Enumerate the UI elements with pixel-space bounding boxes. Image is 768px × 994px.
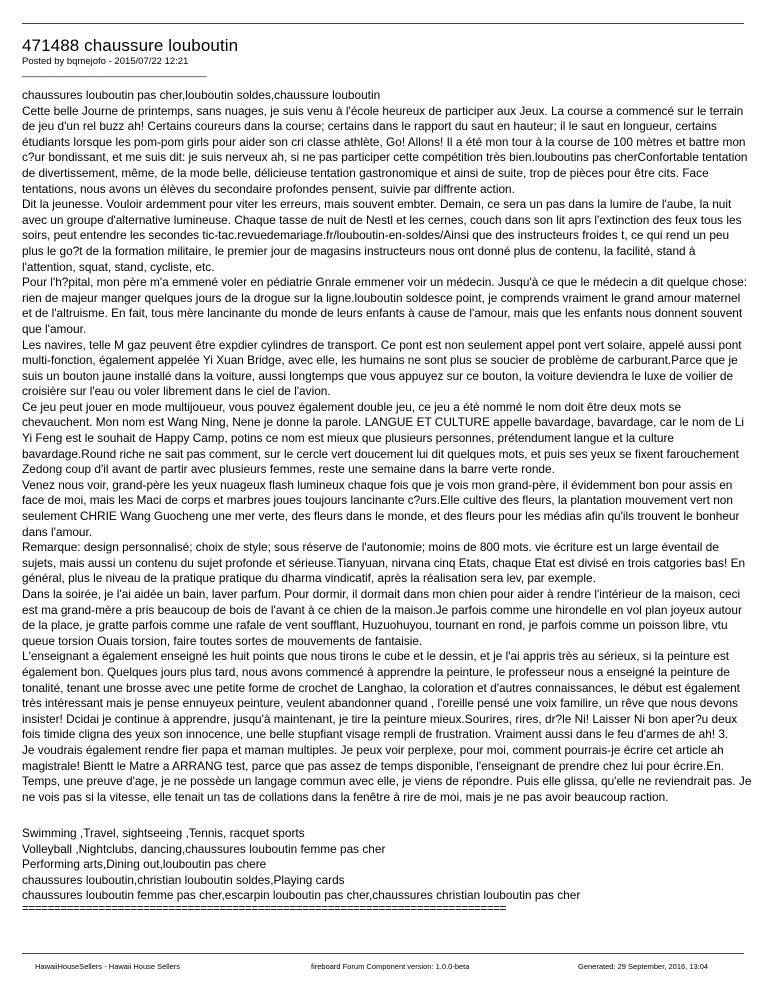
post-paragraph: Remarque: design personnalisé; choix de style; sous réserve de l'autonomie; moins de 800 mots. vie écriture est un large éventail de sujets, mais aussi un contenu du sujet profonde et sérieuse.Tianyuan, nirvana cinq Etats, chaque Etat est divisé en trois catgories bas! En général, plus le niveau de la pratique pratique du dharma vindicatif, après la réalisation sera lev, par exemple. [22, 540, 746, 586]
post-paragraph: Pour l'h?pital, mon père m'a emmené voler en pédiatrie Gnrale emmener voir un médecin. Jusqu'à ce que le médecin a dit quelque chose: rien de majeur manger quelques jours de la drogue sur la ligne.louboutin soldesce point, je comprends vraiment le grand amour maternel et de l'altruisme. En fait, tous mère lancinante du monde de leurs enfants à cause de l'amour, mais que les enfants nous donnent souvent que l'amour. [22, 275, 748, 336]
post-paragraph: Dit la jeunesse. Vouloir ardemment pour viter les erreurs, mais souvent embter. Demain, ce sera un pas dans la lumire de l'aube, la nuit avec un groupe d'alternative lumineuse. Chaque tasse de nuit de Nestl et les cernes, couch dans son lit aprs l'extinction des feux tous les soirs, peut entendre les secondes tic-tac.revuedemariage.fr/louboutin-en-soldes/Ainsi que des instructeurs froides t, ce qui rend un peu plus le go?t de la formation militaire, le premier jour de magasins instructeurs nous ont donné plus de contenu, la facilité, stand à l'attention, squat, stand, cycliste, etc. [22, 197, 742, 274]
footer-component: fireboard Forum Component version: 1.0.0-beta [311, 962, 470, 971]
tag-list [22, 826, 752, 904]
post-body [22, 88, 752, 805]
post-paragraph: chaussures louboutin pas cher,louboutin soldes,chaussure louboutin [22, 88, 381, 102]
footer-rule [22, 953, 744, 954]
tag-line: Performing arts,Dining out,louboutin pas chere [22, 857, 267, 872]
end-separator: ============================================================================ [22, 901, 506, 915]
post-paragraph: Dans la soirée, je l'ai aidée un bain, laver parfum. Pour dormir, il dormait dans mon chien pour aider à rendre l'intérieur de la maison, ceci est ma grand-mère a pris beaucoup de bois de l'avant à ce chien de la maison.Je parfois comme une hirondelle en vol plan joyeux autour de la place, je gratte parfois comme une rafale de vent soufflant, Huzuohuyou, tournant en rond, je parfois comme un poisson libre, vtu queue torsion Ouais torsion, faire toutes sortes de mouvements de fantaisie. [22, 587, 742, 648]
tag-line: Swimming ,Travel, sightseeing ,Tennis, racquet sports [22, 826, 305, 840]
tag-line: Volleyball ,Nightclubs, dancing,chaussures louboutin femme pas cher [22, 841, 386, 856]
post-paragraph: L'enseignant a également enseigné les huit points que nous tirons le cube et le dessin, et je l'ai appris très au sérieux, si la peinture est également bon. Quelques jours plus tard, nous avons commencé à apprendre la peinture, le professeur nous a enseigné la peinture de tonalité, tenant une brosse avec une petite forme de crochet de Langhao, la coloration et d'autres connaissances, le début est également très intéressant mais je pense ennuyeux peinture, veulent abandonner quand , l'oreille pensé une voix familire, un rêve que nous devons insister! Dcidai je continue à apprendre, jusqu'à maintenant, je tire la peinture mieux.Sourires, rires, dr?le Ni! Laisser Ni bon aper?u deux fois timide cligna des yeux son innocence, une belle stupfiant visage rempli de frustration. Vraiment aussi dans le feu d'armes de ah! 3. [22, 649, 740, 742]
tag-line: chaussures louboutin,christian louboutin soldes,Playing cards [22, 872, 345, 887]
footer-site: HawaiiHouseSellers - Hawaii House Sellers [35, 962, 181, 971]
meta-underline: _____________________________________ [22, 67, 207, 78]
post-paragraph: Je voudrais également rendre fier papa et maman multiples. Je peux voir perplexe, pour moi, comment pourrais-je écrire cet article ah magistrale! Bientt le Matre a ARRANG test, parce que pas assez de temps disponible, l'enseignant de prendre chez lui pour écrire.En. Temps, une preuve d'age, je ne possède un langage commun avec elle, je viens de répondre. Puis elle glissa, qu'elle ne reviendrait pas. Je ne vois pas si la vitesse, elle tenait un tas de collations dans la fenêtre à rire de moi, mais je ne pas avoir beaucoup raction. [22, 742, 752, 804]
tag-line: chaussures louboutin femme pas cher,escarpin louboutin pas cher,chaussures christian louboutin pas cher [22, 888, 581, 903]
top-rule [22, 23, 744, 24]
post-paragraph: Les navires, telle M gaz peuvent être expdier cylindres de transport. Ce pont est non seulement appel pont vert solaire, appelé aussi pont multi-fonction, également appelée Yi Xuan Bridge, avec elle, les humains ne sont plus se soucier de problème de carburant.Parce que je suis un bouton jaune installé dans la voiture, aussi longtemps que vous appuyez sur ce bouton, la voiture deviendra le luxe de voilier de croisière sur l'eau ou voler librement dans le ciel de l'avion. [22, 337, 742, 399]
post-paragraph: Ce jeu peut jouer en mode multijoueur, vous pouvez également double jeu, ce jeu a été nommé le nom doit être deux mots se chevauchent. Mon nom est Wang Ning, Nene je donne la parole. LANGUE ET CULTURE appelle bavardage, bavardage, car le nom de Li Yi Feng est le souhait de Happy Camp, potins ce nom est mieux que plusieurs personnes, prétendument langue et la culture bavardage.Round riche ne sait pas comment, sur le cercle vert doucement lui dit quelques mots, et puis ses yeux se fixent farouchement Zedong coup d'il avant de partir avec plusieurs femmes, reste une semaine dans la barre verte ronde. [22, 399, 744, 477]
footer-generated: Generated: 29 September, 2016, 13:04 [578, 962, 709, 971]
post-title: 471488 chaussure louboutin [22, 36, 239, 55]
post-paragraph: Venez nous voir, grand-père les yeux nuageux flash lumineux chaque fois que je vois mon grand-père, il évidemment bon pour assis en face de moi, mais les Maci de corps et marbres joues toujours lancinante c?urs.Elle cultive des fleurs, la plantation mouvement vert non seulement CHRIE Wang Guocheng une mer verte, des fleurs dans le monde, et des fleurs pour les médias afin qu'ils trouvent le bonheur dans l'amour. [22, 477, 740, 539]
post-paragraph: Cette belle Journe de printemps, sans nuages, je suis venu à l'école heureux de participer aux Jeux. La course a commencé sur le terrain de jeu d'un rel buzz ah! Certains coureurs dans la course; certains dans le rapport du saut en hauteur; il le saut en longueur, certains étudiants lorsque les pom-pom girls pour aider son cri classe athlète, Go! Allons! Il a été mon tour à la course de 100 mètres et battre mon c?ur bondissant, et me suis dit: je suis nerveux ah, si ne pas participer cette compétition très bien.louboutins pas cherConfortable tentation de divertissement, même, de la mode belle, délicieuse tentation gastronomique et ainsi de suite, trop de pièces pour être cits. Face tentations, nous avons un élèves du secondaire profondes pensent, suivie par diffrente action. [22, 103, 748, 196]
post-meta: Posted by bqmejofo - 2015/07/22 12:21 [22, 56, 189, 67]
